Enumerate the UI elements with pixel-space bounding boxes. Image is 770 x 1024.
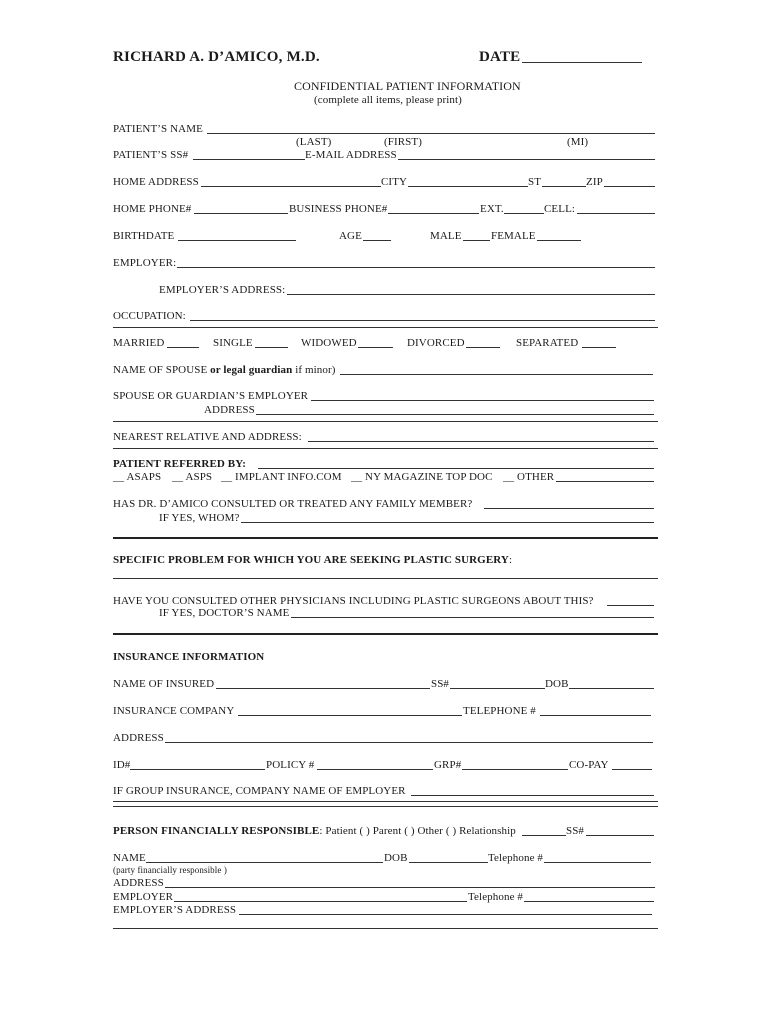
doctor-name: RICHARD A. D’AMICO, M.D. — [113, 49, 320, 65]
extension-label: EXT. — [480, 203, 504, 215]
city-field[interactable] — [408, 186, 528, 187]
occupation-label: OCCUPATION: — [113, 310, 186, 322]
city-label: CITY — [381, 176, 408, 188]
insured-dob-field[interactable] — [569, 688, 654, 689]
male-checkbox[interactable] — [463, 240, 490, 241]
business-phone-label: BUSINESS PHONE# — [289, 203, 388, 215]
home-phone-label: HOME PHONE# — [113, 203, 192, 215]
male-label: MALE — [430, 230, 462, 242]
copay-field[interactable] — [612, 769, 652, 770]
birthdate-label: BIRTHDATE — [113, 230, 175, 242]
widowed-label: WIDOWED — [301, 337, 357, 349]
divider — [113, 806, 658, 807]
divorced-checkbox[interactable] — [466, 347, 500, 348]
employer-address-continuation-field[interactable] — [113, 928, 658, 929]
specific-problem-label: SPECIFIC PROBLEM FOR WHICH YOU ARE SEEKING PLASTIC SURGERY: — [113, 554, 513, 566]
married-checkbox[interactable] — [167, 347, 199, 348]
insured-ss-label: SS# — [431, 678, 450, 690]
form-title: CONFIDENTIAL PATIENT INFORMATION — [294, 79, 521, 93]
spouse-employer-field[interactable] — [311, 400, 654, 401]
home-phone-field[interactable] — [194, 213, 288, 214]
responsible-ss-field[interactable] — [586, 835, 654, 836]
referred-by-label: PATIENT REFERRED BY: — [113, 458, 247, 470]
spouse-address-field[interactable] — [256, 414, 654, 415]
separated-checkbox[interactable] — [582, 347, 616, 348]
insurance-company-label: INSURANCE COMPANY — [113, 705, 235, 717]
doctor-name-label: IF YES, DOCTOR’S NAME — [159, 607, 290, 619]
employer-telephone-label: Telephone # — [468, 891, 524, 903]
single-checkbox[interactable] — [255, 347, 288, 348]
group-employer-field[interactable] — [411, 795, 654, 796]
business-phone-field[interactable] — [388, 213, 479, 214]
responsible-dob-label: DOB — [384, 852, 408, 864]
referral-option-ny-magazine[interactable]: __ NY MAGAZINE TOP DOC — [351, 471, 493, 483]
employer-telephone-field[interactable] — [524, 901, 654, 902]
if-yes-whom-field[interactable] — [241, 522, 654, 523]
referral-option-implant-info[interactable]: __ IMPLANT INFO.COM — [221, 471, 342, 483]
policy-label: POLICY # — [266, 759, 315, 771]
age-label: AGE — [339, 230, 362, 242]
spouse-employer-label: SPOUSE OR GUARDIAN’S EMPLOYER — [113, 390, 309, 402]
responsible-name-field[interactable] — [146, 862, 383, 863]
insurance-heading: INSURANCE INFORMATION — [113, 651, 265, 663]
consulted-physicians-field[interactable] — [607, 605, 654, 606]
state-label: ST — [528, 176, 542, 188]
birthdate-field[interactable] — [178, 240, 296, 241]
party-caption: (party financially responsible ) — [113, 865, 227, 875]
divider — [113, 801, 658, 802]
responsible-telephone-field[interactable] — [544, 862, 651, 863]
group-number-label: GRP# — [434, 759, 462, 771]
home-address-field[interactable] — [201, 186, 381, 187]
responsible-telephone-label: Telephone # — [488, 852, 544, 864]
consulted-physicians-question: HAVE YOU CONSULTED OTHER PHYSICIANS INCLUDING PLASTIC SURGEONS ABOUT THIS? — [113, 595, 594, 607]
nearest-relative-field[interactable] — [308, 441, 654, 442]
financially-responsible-label: PERSON FINANCIALLY RESPONSIBLE: Patient ( ) Parent ( ) Other ( ) Relationship — [113, 825, 516, 837]
name-of-insured-field[interactable] — [216, 688, 430, 689]
responsible-address-field[interactable] — [165, 887, 655, 888]
female-label: FEMALE — [491, 230, 536, 242]
patient-name-field[interactable] — [207, 133, 655, 134]
patient-ss-field[interactable] — [193, 159, 305, 160]
employer-address-label: EMPLOYER’S ADDRESS: — [159, 284, 286, 296]
extension-field[interactable] — [504, 213, 544, 214]
nearest-relative-label: NEAREST RELATIVE AND ADDRESS: — [113, 431, 302, 443]
family-consult-field[interactable] — [484, 508, 654, 509]
employer-address-field[interactable] — [287, 294, 655, 295]
insurance-id-field[interactable] — [130, 769, 265, 770]
divider — [113, 327, 658, 328]
zip-label: ZIP — [586, 176, 603, 188]
section-divider — [113, 537, 658, 539]
insurance-company-field[interactable] — [238, 715, 462, 716]
referral-other-field[interactable] — [556, 481, 654, 482]
responsible-employer-address-label: EMPLOYER’S ADDRESS — [113, 904, 237, 916]
copay-label: CO-PAY — [569, 759, 609, 771]
divorced-label: DIVORCED — [407, 337, 465, 349]
insurance-address-field[interactable] — [165, 742, 653, 743]
cell-field[interactable] — [577, 213, 655, 214]
group-number-field[interactable] — [462, 769, 568, 770]
spouse-name-field[interactable] — [340, 374, 653, 375]
section-divider — [113, 633, 658, 635]
widowed-checkbox[interactable] — [358, 347, 393, 348]
referral-option-asps[interactable]: __ ASPS — [172, 471, 213, 483]
insurance-telephone-field[interactable] — [540, 715, 651, 716]
email-label: E-MAIL ADDRESS — [305, 149, 397, 161]
referral-option-other[interactable]: __ OTHER — [503, 471, 555, 483]
responsible-employer-label: EMPLOYER — [113, 891, 174, 903]
divider — [113, 448, 658, 449]
insurance-telephone-label: TELEPHONE # — [463, 705, 536, 717]
employer-field[interactable] — [177, 267, 655, 268]
responsible-dob-field[interactable] — [409, 862, 488, 863]
relationship-field[interactable] — [522, 835, 566, 836]
occupation-field[interactable] — [190, 320, 655, 321]
spouse-address-label: ADDRESS — [204, 404, 255, 416]
last-name-caption: (LAST) — [296, 136, 332, 148]
responsible-address-label: ADDRESS — [113, 877, 164, 889]
age-field[interactable] — [363, 240, 391, 241]
family-consult-question: HAS DR. D’AMICO CONSULTED OR TREATED ANY FAMILY MEMBER? — [113, 498, 473, 510]
responsible-name-label: NAME — [113, 852, 146, 864]
insurance-address-label: ADDRESS — [113, 732, 164, 744]
responsible-ss-label: SS# — [566, 825, 585, 837]
group-employer-label: IF GROUP INSURANCE, COMPANY NAME OF EMPLOYER — [113, 785, 406, 797]
patient-name-label: PATIENT’S NAME — [113, 123, 203, 135]
name-of-insured-label: NAME OF INSURED — [113, 678, 215, 690]
specific-problem-field[interactable] — [113, 578, 658, 579]
single-label: SINGLE — [213, 337, 253, 349]
referral-option-asaps[interactable]: __ ASAPS — [113, 471, 162, 483]
patient-ss-label: PATIENT’S SS# — [113, 149, 189, 161]
first-name-caption: (FIRST) — [384, 136, 422, 148]
state-field[interactable] — [542, 186, 586, 187]
separated-label: SEPARATED — [516, 337, 579, 349]
employer-label: EMPLOYER: — [113, 257, 177, 269]
insured-ss-field[interactable] — [450, 688, 545, 689]
referred-by-field[interactable] — [258, 468, 654, 469]
insurance-id-label: ID# — [113, 759, 131, 771]
email-field[interactable] — [398, 159, 655, 160]
responsible-employer-field[interactable] — [174, 901, 467, 902]
date-field[interactable] — [522, 62, 642, 63]
insured-dob-label: DOB — [545, 678, 569, 690]
zip-field[interactable] — [604, 186, 655, 187]
responsible-employer-address-field[interactable] — [239, 914, 652, 915]
female-checkbox[interactable] — [537, 240, 581, 241]
date-label: DATE — [479, 49, 521, 65]
policy-field[interactable] — [317, 769, 433, 770]
home-address-label: HOME ADDRESS — [113, 176, 199, 188]
married-label: MARRIED — [113, 337, 165, 349]
if-yes-whom-label: IF YES, WHOM? — [159, 512, 240, 524]
form-subtitle: (complete all items, please print) — [314, 94, 462, 106]
middle-initial-caption: (MI) — [567, 136, 589, 148]
doctor-name-field[interactable] — [291, 617, 654, 618]
divider — [113, 421, 658, 422]
spouse-name-label: NAME OF SPOUSE or legal guardian if minor) — [113, 364, 336, 376]
cell-label: CELL: — [544, 203, 576, 215]
